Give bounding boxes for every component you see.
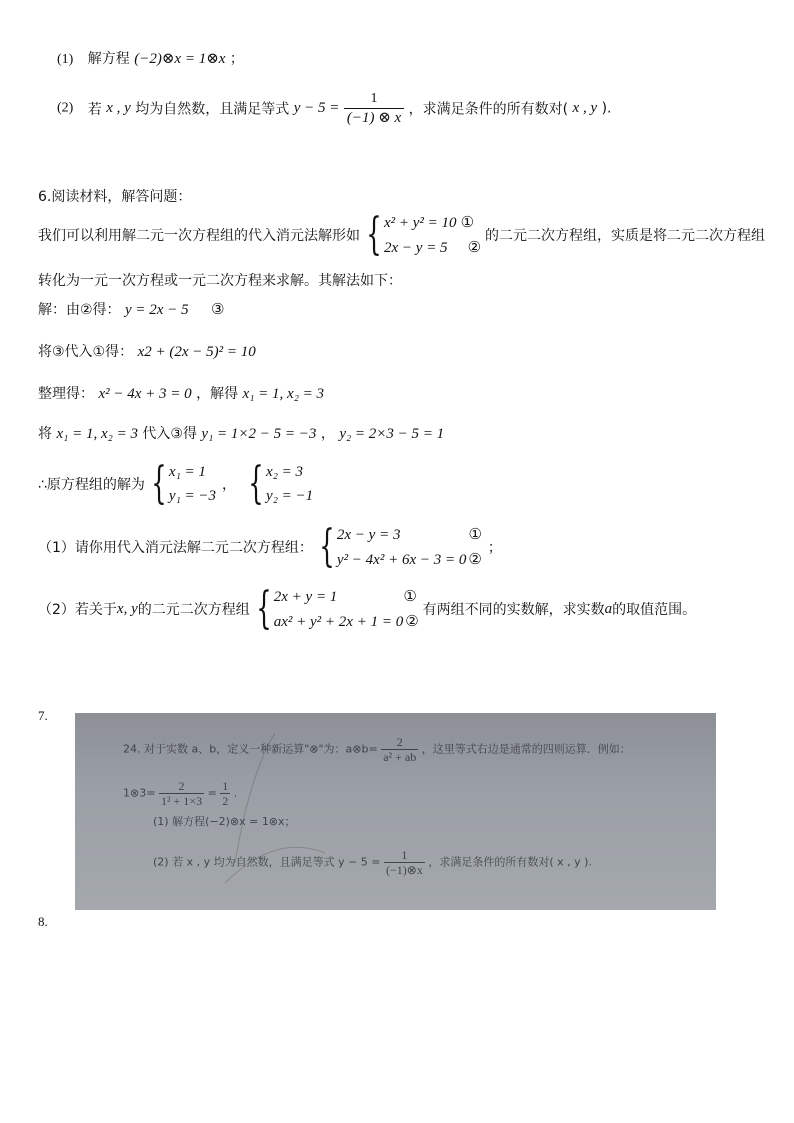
photo-pencil-marks — [75, 713, 716, 910]
q6-solution — [38, 460, 313, 508]
circled-two-mark: ② — [405, 612, 419, 630]
q6-step2 — [38, 341, 256, 361]
q6-part2-text-b: 的二元二次方程组 — [137, 602, 250, 618]
q6-step2-text: 将③代入①得： — [38, 344, 134, 360]
q6-step4-vals: x₁ = 1, x₂ = 3 — [56, 426, 138, 442]
q5-part2-text-b: 均为自然数，且满足等式 — [135, 101, 290, 118]
q6-intro-c: 转化为一元一次方程或一元二次方程来求解。其解法如下： — [38, 273, 402, 289]
q8-number: 8. — [38, 914, 48, 929]
q5-part2-numerator: 1 — [344, 90, 404, 109]
q5-part2-text-d: ). — [601, 100, 612, 117]
q5-part2-vars: x , y — [106, 100, 131, 116]
brace-icon: { — [248, 458, 264, 509]
q6-step4-text-b: 代入③得 — [142, 426, 197, 442]
q6-step4-sep: ， — [320, 426, 335, 442]
q6-step1 — [38, 299, 224, 319]
q6-system-row1: x² + y² = 10 ① — [384, 213, 475, 231]
q5-part2-text-a: 若 — [87, 101, 102, 118]
q6-part1-row2: y² − 4x² + 6x − 3 = 0 ② — [336, 550, 482, 568]
q6-heading: 6.阅读材料，解答问题： — [38, 189, 192, 205]
q5-part2-lhs: y − 5 = — [293, 100, 340, 116]
q6-part2-system — [250, 584, 419, 634]
photo-line4: (2) 若 x , y 均为自然数，且满足等式 y − 5 = $\frac{1}{(-1)\otimes x}$ ，求满足条件的所有数对( x , y ). — [153, 848, 592, 877]
q5-part2-pair: x , y — [572, 100, 598, 116]
brace-icon: { — [151, 458, 167, 509]
photo-line3: (1) 解方程(−2)⊗x = 1⊗x； — [153, 815, 296, 828]
q5-part2-label: (2) — [57, 100, 74, 116]
q7-number: 7. — [38, 708, 48, 723]
q5-part1-text: 解方程 — [87, 51, 130, 67]
q6-sol2-row2: y₂ = −1 — [266, 488, 314, 504]
q6-part2-var-a: a — [604, 600, 613, 617]
q6-step1-text: 解：由②得： — [38, 302, 121, 318]
pencil-curve-mark — [235, 733, 275, 863]
q5-part2-fraction — [344, 90, 404, 127]
q6-step3-eq: x² − 4x + 3 = 0 — [98, 386, 192, 402]
q6-part2 — [38, 584, 696, 634]
q6-solution-sep: ， — [222, 477, 237, 493]
q6-step4-text-a: 将 — [38, 426, 52, 442]
q6-step2-eq: x2 + (2x − 5)² = 10 — [137, 344, 256, 360]
q6-system-row2: 2x − y = 5 ② — [384, 238, 482, 256]
q6-step4 — [38, 423, 444, 443]
q5-part1-end: ； — [229, 51, 244, 67]
q6-example-system — [360, 210, 481, 260]
q6-sol2-row1: x₂ = 3 — [266, 464, 304, 480]
q6-solution-system-1 — [145, 460, 216, 508]
q6-part2-row1: 2x + y = 1 ① — [273, 587, 417, 605]
q6-intro-b: 的二元二次方程组，实质是将二元二次方程组 — [485, 228, 766, 244]
q6-part1-row1: 2x − y = 3 ① — [336, 525, 482, 543]
circled-one-mark: ① — [403, 587, 417, 605]
q6-intro-line — [38, 210, 765, 260]
q6-solution-text: ∴原方程组的解为 — [38, 477, 145, 493]
q6-part1-text: （1）请你用代入消元法解二元二次方程组： — [38, 540, 313, 556]
q5-part2 — [57, 90, 612, 127]
q6-part1-system — [313, 522, 482, 572]
pencil-curve-mark-2 — [225, 847, 325, 883]
q6-part2-text-c: 有两组不同的实数解，求实数 — [422, 602, 605, 618]
q6-step3-text-b: ，解得 — [196, 386, 239, 402]
photo-line2: 1⊗3= $\frac{2}{\text{1² + 1×3}}$ = $\frac{1}{2}$ . — [123, 779, 238, 808]
q5-part2-text-c: ，求满足条件的所有数对( — [408, 101, 569, 118]
circled-one-mark: ① — [468, 525, 482, 543]
q6-part1 — [38, 522, 502, 572]
q6-step4-y2: y₂ = 2×3 − 5 = 1 — [339, 426, 445, 442]
q6-intro-a: 我们可以利用解二元一次方程组的代入消元法解形如 — [38, 228, 360, 244]
circled-three-mark: ③ — [211, 300, 225, 318]
q6-part2-row2: ax² + y² + 2x + 1 = 0 ② — [273, 612, 419, 630]
brace-icon: { — [256, 583, 272, 634]
q6-step3 — [38, 383, 324, 403]
q6-part1-end: ； — [487, 540, 502, 556]
q6-part2-text-d: 的取值范围。 — [612, 602, 697, 618]
circled-two-mark: ② — [468, 550, 482, 568]
q5-part2-denominator: (−1) ⊗ x — [346, 110, 402, 126]
q5-part1-label: (1) — [57, 52, 74, 67]
brace-icon: { — [319, 521, 335, 572]
brace-icon: { — [366, 209, 382, 260]
q5-part1-equation: (−2)⊗x = 1⊗x — [134, 51, 226, 67]
q6-part2-text-a: （2）若关于 — [38, 602, 117, 618]
q7-photo-image — [75, 713, 716, 910]
circled-two-mark: ② — [467, 238, 482, 256]
q6-solution-system-2 — [242, 460, 313, 508]
circled-one-mark: ① — [460, 213, 475, 231]
q6-sol1-row1: x₁ = 1 — [168, 464, 206, 480]
q6-sol1-row2: y₁ = −3 — [168, 488, 217, 504]
q6-step4-y1: y₁ = 1×2 − 5 = −3 — [201, 426, 317, 442]
photo-line1: 24. 对于实数 a、b，定义一种新运算"⊗"为：a⊗b= $\frac{2}{\text{a² + ab}}$ ，这里等式右边是通常的四则运算．例如： — [123, 735, 631, 764]
q5-part1 — [57, 48, 244, 68]
q6-step3-text: 整理得： — [38, 386, 94, 402]
q6-part2-vars: x, y — [116, 600, 138, 617]
q6-step3-sol: x₁ = 1, x₂ = 3 — [242, 386, 325, 402]
q6-step1-eq: y = 2x − 5 — [125, 302, 189, 318]
